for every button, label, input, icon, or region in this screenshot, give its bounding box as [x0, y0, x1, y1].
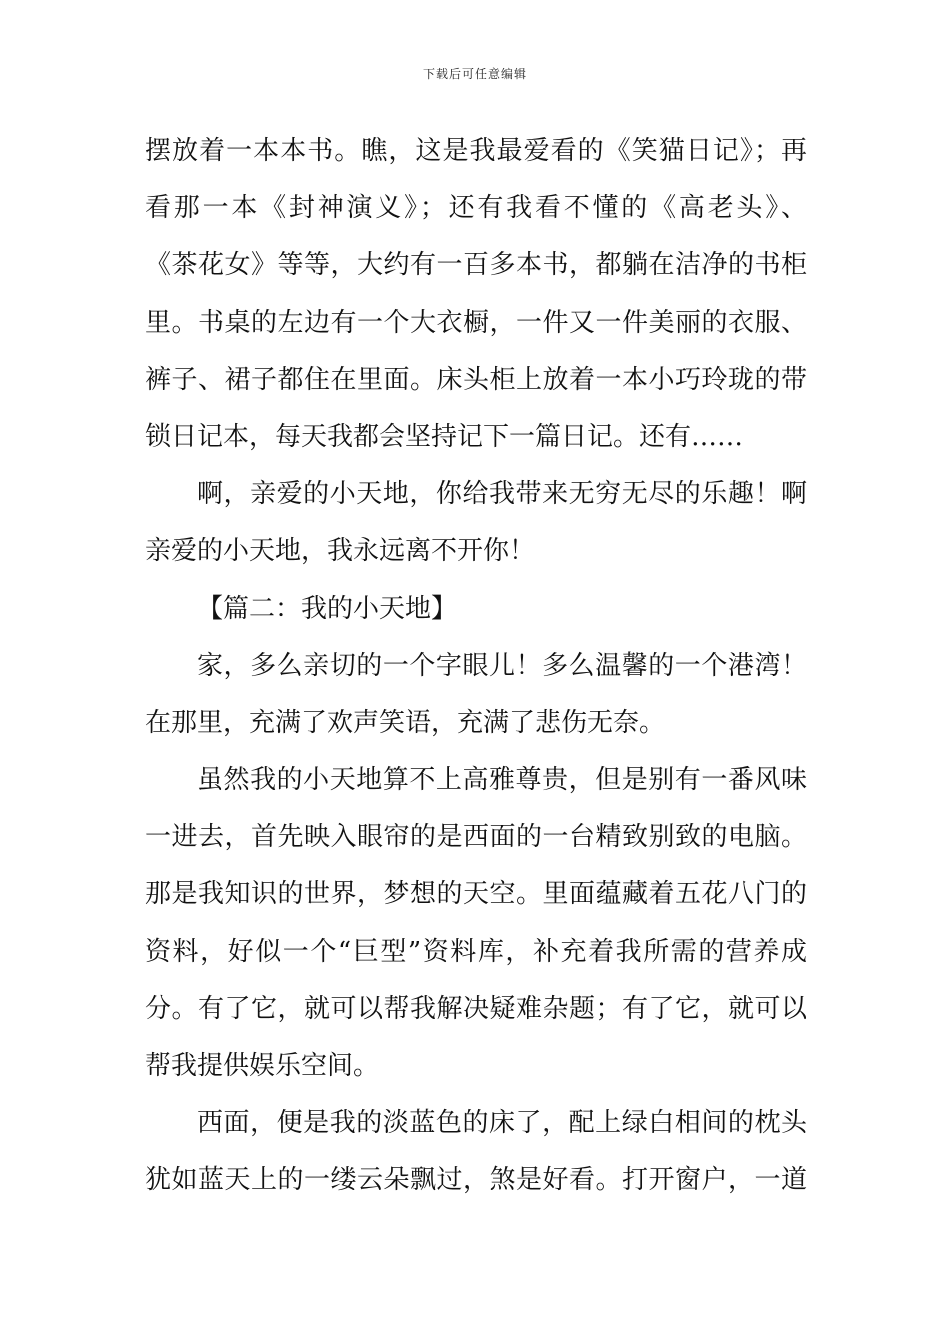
- text-line: 一进去，首先映入眼帘的是西面的一台精致别致的电脑。: [145, 822, 807, 853]
- text-line: 《茶花女》等等，大约有一百多本书，都躺在洁净的书柜: [145, 250, 807, 281]
- text-line: 摆放着一本本书。瞧，这是我最爱看的《笑猫日记》；再: [145, 136, 807, 166]
- text-line: 分。有了它，就可以帮我解决疑难杂题；有了它，就可以: [145, 993, 807, 1024]
- text-line: 亲爱的小天地，我永远离不开你！: [145, 536, 536, 567]
- text-line: 裤子、裙子都住在里面。床头柜上放着一本小巧玲珑的带: [145, 364, 807, 395]
- text-line: 帮我提供娱乐空间。: [145, 1051, 380, 1081]
- text-line: 在那里，充满了欢声笑语，充满了悲伤无奈。: [145, 707, 666, 738]
- paragraph-first-line: 家，多么亲切的一个字眼儿！多么温馨的一个港湾！: [197, 650, 807, 681]
- page-header: 下载后可任意编辑: [422, 67, 527, 81]
- text-line: 那是我知识的世界，梦想的天空。里面蕴藏着五花八门的: [145, 879, 807, 910]
- paragraph-first-line: 西面，便是我的淡蓝色的床了，配上绿白相间的枕头: [197, 1108, 807, 1139]
- text-line: 资料，好似一个“巨型”资料库，补充着我所需的营养成: [145, 936, 807, 967]
- text-line: 里。书桌的左边有一个大衣橱，一件又一件美丽的衣服、: [145, 307, 807, 338]
- body-text: [145, 123, 807, 1210]
- paragraph-first-line: 虽然我的小天地算不上高雅尊贵，但是别有一番风味: [197, 765, 807, 796]
- text-line: 看那一本《封神演义》；还有我看不懂的《高老头》、: [145, 193, 807, 224]
- text-line: 锁日记本，每天我都会坚持记下一篇日记。还有……: [145, 421, 744, 452]
- text-line: 犹如蓝天上的一缕云朵飘过，煞是好看。打开窗户，一道: [145, 1165, 807, 1196]
- paragraph-first-line: 啊，亲爱的小天地，你给我带来无穷无尽的乐趣！啊: [197, 479, 807, 510]
- section-heading: 【篇二：我的小天地】: [197, 593, 458, 624]
